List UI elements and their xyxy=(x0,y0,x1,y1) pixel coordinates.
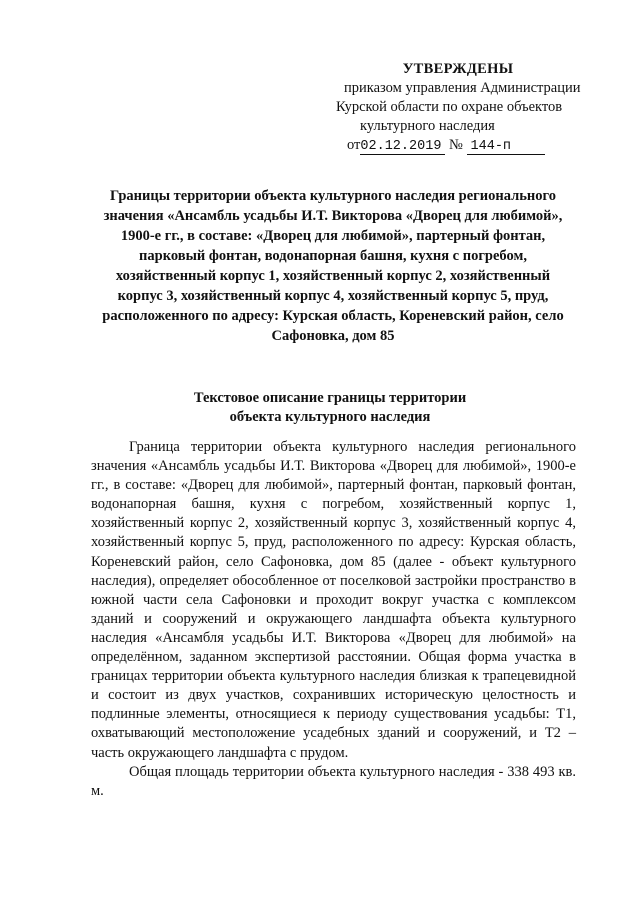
heading-line: 1900-е гг., в составе: «Дворец для любимой», партерный фонтан, xyxy=(120,228,546,244)
heading-line: корпус 3, хозяйственный корпус 4, хозяйственный корпус 5, пруд, xyxy=(117,288,549,304)
approval-line-1: приказом управления Администрации xyxy=(344,80,581,96)
order-date: 02.12.2019 xyxy=(360,139,445,155)
order-reference xyxy=(330,136,590,155)
heading-line: Границы территории объекта культурного наследия регионального xyxy=(110,188,556,204)
heading-line: значения «Ансамбль усадьбы И.Т. Викторова «Дворец для любимой», xyxy=(103,208,563,224)
order-number-sign: № xyxy=(449,137,463,153)
body-text xyxy=(91,438,576,801)
approval-line-2: Курской области по охране объектов xyxy=(336,99,563,115)
approval-title: УТВЕРЖДЕНЫ xyxy=(402,61,514,77)
heading-line: расположенного по адресу: Курская область, Кореневский район, село xyxy=(102,308,564,324)
paragraph-boundary-description: Граница территории объекта культурного наследия регионального значения «Ансамбль усадьбы И.Т. Викторова «Дворец для любимой», 1900-е гг., в составе: «Дворец для любимой», партерный фонтан, парковый фонтан, водонапорная башня, кухня с погребом, хозяйственный корпус 1, хозяйственный корпус 2, хозяйственный корпус 3, хозяйственный корпус 4, хозяйственный корпус 5, пруд, расположенного по адресу: Курская область, Кореневский район, село Сафоновка, дом 85 (далее - объект культурного наследия), определяет обособленное от поселковой застройки пространство в южной части села Сафоновки и проходит вокруг участка с комплексом зданий и сооружений и окружающего ландшафта объекта культурного наследия «Ансамбля усадьбы И.Т. Викторова «Дворец для любимой» на определённом, заданном экспертизой расстоянии. Общая форма участка в границах территории объекта культурного наследия близкая к трапецевидной и состоит из двух участков, сохранивших историческую целостность и подлинные элементы, относящиеся к периоду существования усадьбы: Т1, охватывающий местоположение усадебных зданий и сооружений, и Т2 – часть окружающего ландшафта с прудом. xyxy=(91,439,576,761)
section-subtitle xyxy=(150,389,510,427)
paragraph-total-area: Общая площадь территории объекта культурного наследия - 338 493 кв. м. xyxy=(91,763,576,799)
heading-line: парковый фонтан, водонапорная башня, кухня с погребом, xyxy=(139,248,527,264)
subtitle-line-1: Текстовое описание границы территории xyxy=(193,390,467,406)
approval-block xyxy=(330,60,590,155)
order-prefix: от xyxy=(347,137,361,153)
document-heading xyxy=(86,186,580,346)
heading-line: хозяйственный корпус 1, хозяйственный корпус 2, хозяйственный xyxy=(115,268,551,284)
approval-line-3: культурного наследия xyxy=(360,118,495,134)
subtitle-line-2: объекта культурного наследия xyxy=(229,409,431,425)
order-number: 144-п xyxy=(467,139,545,155)
heading-line: Сафоновка, дом 85 xyxy=(271,328,395,344)
